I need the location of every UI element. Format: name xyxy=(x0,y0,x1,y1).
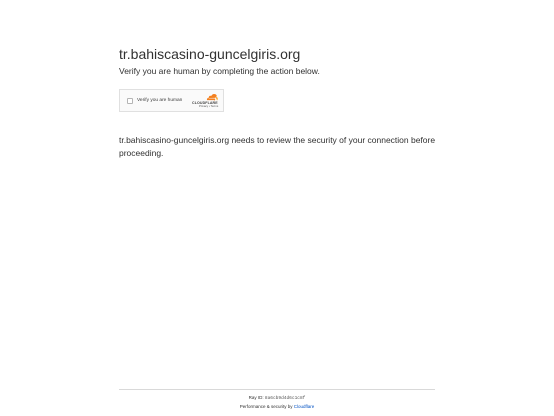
verify-checkbox-label[interactable]: Verify you are human xyxy=(137,98,183,103)
ray-id-value: 8a6cb9d4d6c1c8f xyxy=(264,396,306,401)
page-title: tr.bahiscasino-guncelgiris.org xyxy=(119,46,301,62)
footer-divider xyxy=(119,389,435,390)
verify-checkbox[interactable] xyxy=(127,98,133,104)
security-review-text: tr.bahiscasino-guncelgiris.org needs to review the security of your connection before proceeding. xyxy=(119,135,436,158)
cloudflare-brand-text: CLOUDFLARE xyxy=(192,100,218,105)
widget-legal-links xyxy=(199,105,218,108)
cloudflare-link[interactable]: Cloudflare xyxy=(293,404,315,409)
turnstile-widget xyxy=(119,89,224,112)
performance-footer xyxy=(119,404,435,409)
privacy-link[interactable]: Privacy xyxy=(199,104,209,108)
performance-text: Performance & security by xyxy=(239,404,294,409)
ray-id-label: Ray ID: xyxy=(248,395,265,400)
legal-separator: • xyxy=(208,104,211,108)
ray-id xyxy=(119,395,435,401)
terms-link[interactable]: Terms xyxy=(210,104,219,108)
page-subtitle: Verify you are human by completing the action below. xyxy=(119,66,320,76)
